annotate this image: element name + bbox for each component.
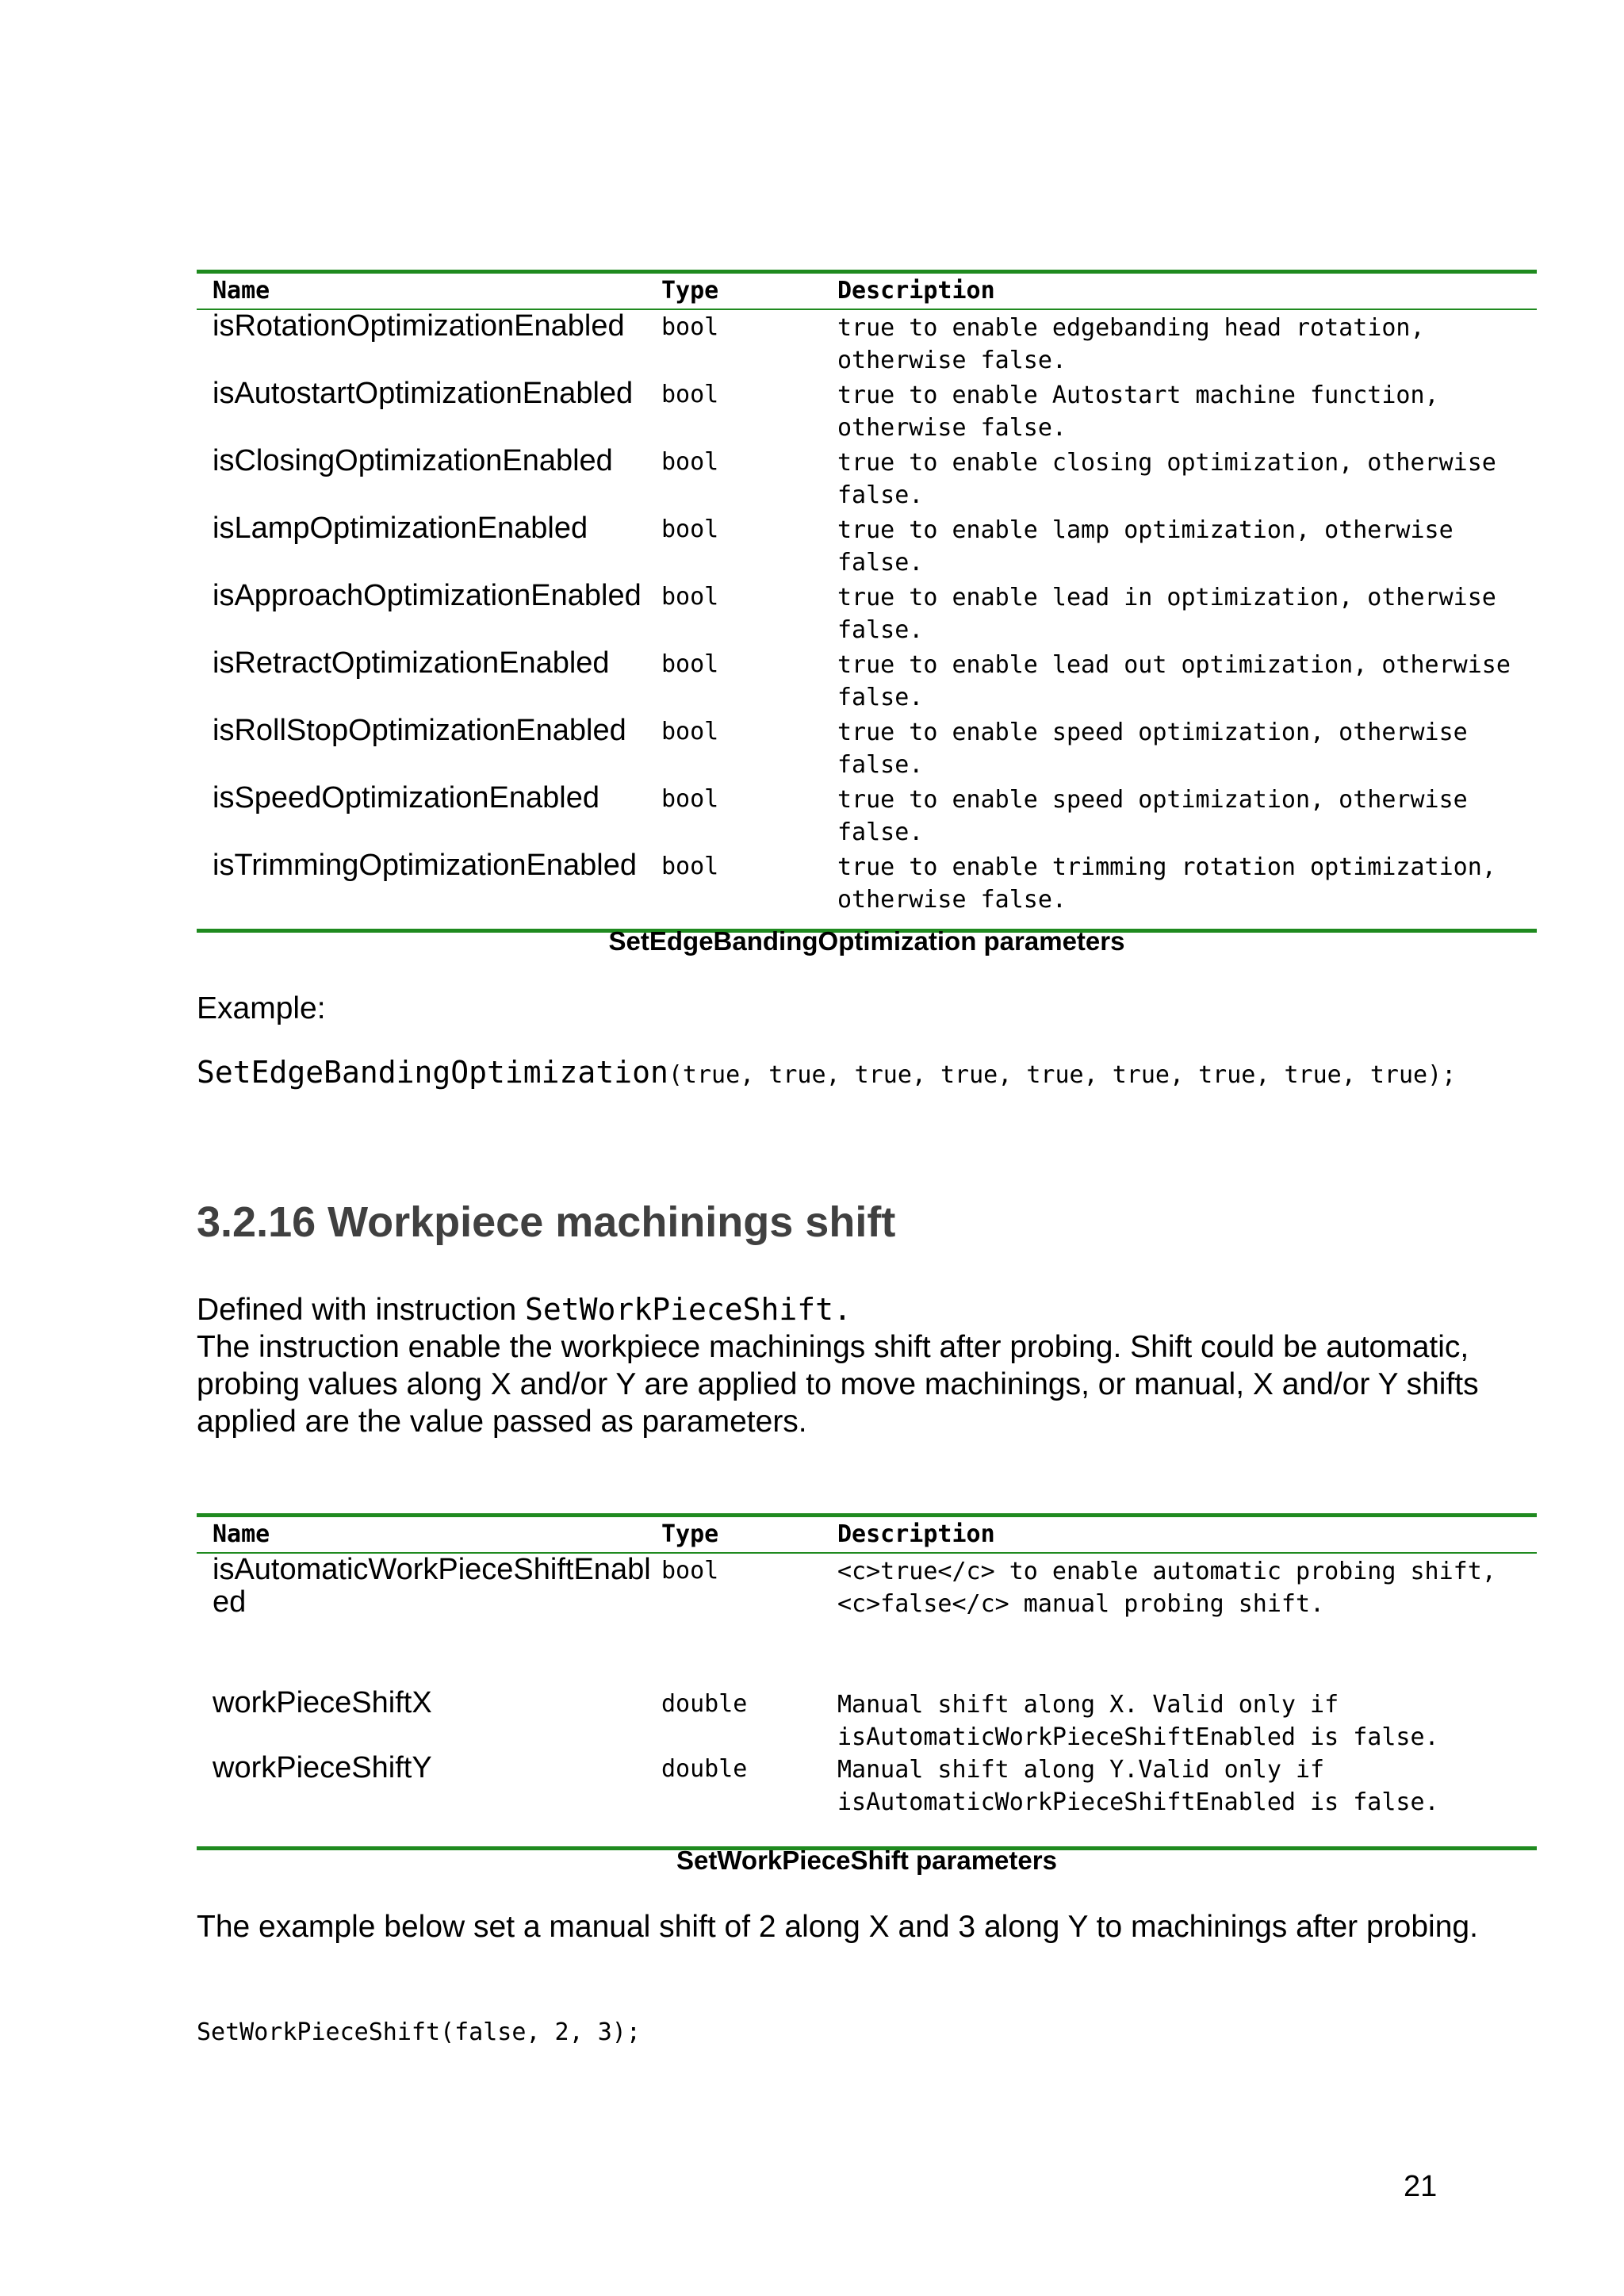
- table-row: [197, 1554, 1537, 1688]
- section-description: The instruction enable the workpiece machinings shift after probing. Shift could be automatic, probing values along X and/or Y are applied to move machinings, or manual, X and/or Y shifts applied are the value passed as parameters.: [197, 1330, 1479, 1439]
- param-description: true to enable lead out optimization, otherwise false.: [837, 651, 1511, 711]
- section-intro: [197, 1291, 1545, 1328]
- param-type: bool: [661, 448, 719, 476]
- param-name: isClosingOptimizationEnabled: [213, 444, 613, 477]
- header-type: Type: [661, 277, 719, 305]
- param-description: Manual shift along X. Valid only if isAutomaticWorkPieceShiftEnabled is false.: [837, 1691, 1439, 1751]
- param-description: true to enable lamp optimization, otherwise false.: [837, 516, 1454, 577]
- example-label: Example:: [197, 991, 326, 1025]
- intro-prefix: Defined with instruction: [197, 1293, 526, 1327]
- header-name: Name: [213, 1520, 270, 1548]
- param-type: bool: [661, 381, 719, 408]
- param-type: bool: [661, 583, 719, 611]
- section-heading: 3.2.16 Workpiece machinings shift: [197, 1198, 896, 1246]
- param-description: true to enable lead in optimization, otherwise false.: [837, 584, 1496, 644]
- param-name: workPieceShiftY: [213, 1751, 432, 1784]
- table-header: [197, 1517, 1537, 1554]
- table-row: [197, 445, 1537, 512]
- table-row: [197, 849, 1537, 921]
- header-name: Name: [213, 277, 270, 305]
- param-name: isAutostartOptimizationEnabled: [213, 377, 634, 410]
- header-description: Description: [837, 1520, 995, 1548]
- param-description: true to enable edgebanding head rotation, otherwise false.: [837, 314, 1425, 374]
- param-type: bool: [661, 516, 719, 543]
- table-row: [197, 782, 1537, 849]
- example-description: The example below set a manual shift of 2 along X and 3 along Y to machinings after probing.: [197, 1910, 1478, 1944]
- param-type: bool: [661, 650, 719, 678]
- param-type: bool: [661, 1557, 719, 1585]
- param-description: true to enable speed optimization, otherwise false.: [837, 719, 1468, 779]
- param-name: isRotationOptimizationEnabled: [213, 309, 625, 343]
- param-name: workPieceShiftX: [213, 1686, 432, 1719]
- param-description: Manual shift along Y.Valid only if isAutomaticWorkPieceShiftEnabled is false.: [837, 1756, 1439, 1816]
- param-name: isApproachOptimizationEnabled: [213, 579, 642, 612]
- table-row: [197, 580, 1537, 647]
- page-number: 21: [1404, 2170, 1438, 2203]
- table-header: [197, 274, 1537, 310]
- code-function-name: SetEdgeBandingOptimization: [197, 1055, 668, 1090]
- param-name: isRetractOptimizationEnabled: [213, 646, 610, 680]
- param-type: bool: [661, 785, 719, 813]
- param-description: true to enable speed optimization, otherwise false.: [837, 786, 1468, 846]
- param-description: <c>true</c> to enable automatic probing shift, <c>false</c> manual probing shift.: [837, 1558, 1496, 1618]
- param-type: bool: [661, 853, 719, 880]
- param-name: isTrimmingOptimizationEnabled: [213, 849, 638, 882]
- table-row: [197, 310, 1537, 378]
- header-type: Type: [661, 1520, 719, 1548]
- param-type: double: [661, 1690, 748, 1718]
- param-name: isSpeedOptimizationEnabled: [213, 781, 599, 815]
- header-description: Description: [837, 277, 995, 305]
- table-row: [197, 512, 1537, 580]
- table-row: [197, 715, 1537, 782]
- intro-instruction-code: SetWorkPieceShift.: [525, 1292, 852, 1327]
- param-name: isRollStopOptimizationEnabled: [213, 714, 626, 747]
- param-description: true to enable closing optimization, otherwise false.: [837, 449, 1496, 509]
- table-row: [197, 1687, 1537, 1752]
- table-row: [197, 378, 1537, 445]
- table-row: [197, 647, 1537, 715]
- table-caption: SetWorkPieceShift parameters: [676, 1846, 1057, 1875]
- code-arguments: (true, true, true, true, true, true, true, true, true);: [668, 1061, 1457, 1089]
- example-code: [197, 1056, 1545, 1091]
- example-code: SetWorkPieceShift(false, 2, 3);: [197, 2018, 641, 2046]
- table-row: [197, 1752, 1537, 1831]
- param-type: bool: [661, 313, 719, 341]
- param-type: double: [661, 1755, 748, 1783]
- param-type: bool: [661, 718, 719, 746]
- param-description: true to enable Autostart machine function, otherwise false.: [837, 381, 1439, 442]
- param-description: true to enable trimming rotation optimization, otherwise false.: [837, 853, 1496, 914]
- table-caption: SetEdgeBandingOptimization parameters: [608, 926, 1125, 956]
- edgebanding-parameters-table: [197, 270, 1537, 933]
- param-name: isLampOptimizationEnabled: [213, 512, 588, 545]
- workpiece-shift-parameters-table: [197, 1513, 1537, 1850]
- param-name: isAutomaticWorkPieceShiftEnabled: [213, 1553, 651, 1619]
